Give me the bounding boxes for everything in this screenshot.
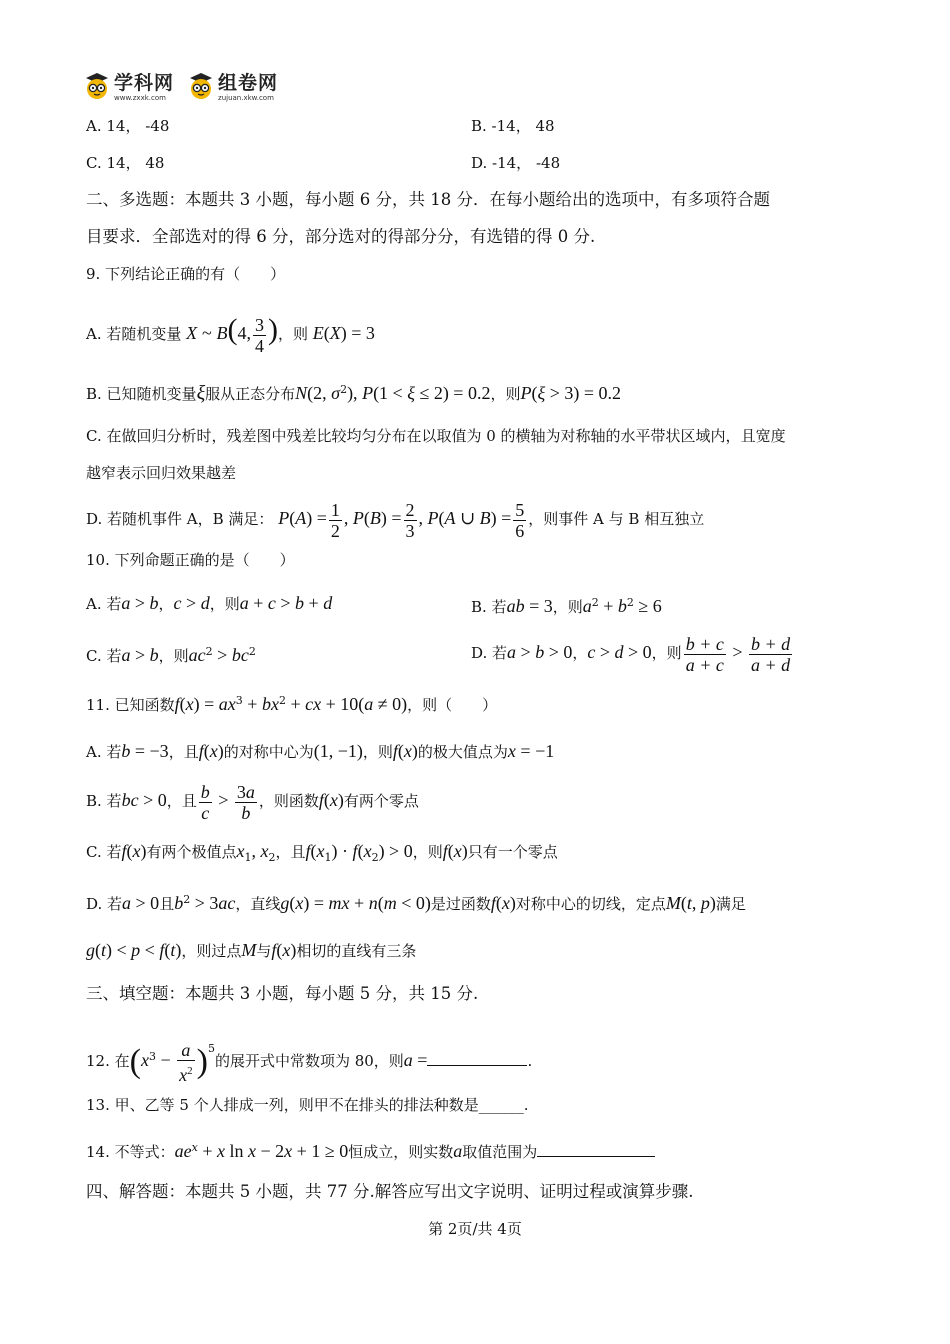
q11-b-prefix: B. 若 <box>86 792 122 810</box>
q11-d-text: ，则过点 <box>181 942 242 960</box>
q11-d-prefix: D. 若 <box>86 895 123 913</box>
logo-name-xuekewang: 学科网 <box>114 72 175 94</box>
q10-a-mid2: ，则 <box>209 595 240 613</box>
q11-a-prefix: A. 若 <box>86 743 122 761</box>
q11-d-text: 是过函数 <box>430 895 491 913</box>
q11-a-text: ，且 <box>168 743 199 761</box>
fraction: $\frac{b}{c}$ <box>200 781 210 823</box>
logo-url-zujuanwang: zujuan.xkw.com <box>218 94 274 102</box>
q11-stem: 11. 已知函数$f(x) = ax^3 + bx^2$ + cx + 10(a ≠ 0)，则（ ） <box>86 694 498 714</box>
q11-b-text: 有两个零点 <box>343 792 419 810</box>
q12-prefix: 12. 在 <box>86 1052 130 1070</box>
q14-prefix: 14. 不等式： <box>86 1143 175 1161</box>
fraction: $\frac{3}{4}$ <box>254 314 264 356</box>
q10-option-b: B. 若ab = 3，则$a^2 + b^2 \ge 6$ <box>471 596 662 616</box>
q9-option-c-line1: C. 在做回归分析时，残差图中残差比较均匀分布在以取值为 0 的横轴为对称轴的水平带状区域内，且宽度 <box>86 427 786 445</box>
q9-option-a: A. 若随机变量 X ~ B(4, $\frac{3}{4}$ )，则 E(X) = 3 <box>86 313 375 356</box>
logo-zujuanwang <box>188 72 278 103</box>
page-footer: 第 2页/共 4页 <box>428 1220 522 1238</box>
q11-c-text: 只有一个零点 <box>467 843 558 861</box>
fraction: $\frac{2}{3}$ <box>405 499 415 541</box>
q14: 14. 不等式：$ae^x + x$ ln x − 2x + 1 ≥ 0恒成立，则实数a取值范围为 <box>86 1136 655 1164</box>
owl-mascot-icon <box>84 72 110 100</box>
q11-a-text: 的极大值点为 <box>417 743 508 761</box>
q10-d-prefix: D. 若 <box>471 644 508 662</box>
q11-option-b: B. 若bc > 0，且 $\frac{b}{c}$ > $\frac{3a}{b}$ ，则函数f(x)有两个零点 <box>86 781 419 823</box>
q9-d-prefix: D. 若随机事件 A，B 满足： <box>86 510 274 528</box>
fraction: $\frac{5}{6}$ <box>515 499 525 541</box>
owl-mascot-icon <box>188 72 214 100</box>
q11-option-d-line1: D. 若a > 0且$b^2 > 3ac$，直线g(x) = mx + n(m < 0)是过函数f(x)对称中心的切线，定点M(t, p)满足 <box>86 893 746 913</box>
q11-c-text: ，则 <box>412 843 443 861</box>
section-2-heading-line2: 目要求．全部选对的得 6 分，部分选对的得部分分，有选错的得 0 分. <box>86 227 596 246</box>
q8-option-d: D. -14， -48 <box>471 154 561 172</box>
q12-post: . <box>527 1052 533 1070</box>
q11-c-text: ，且 <box>275 843 306 861</box>
q10-a-mid: ， <box>158 595 174 613</box>
q9-option-b: B. 已知随机变量ξ服从正态分布N(2, $\sigma^2$), P(1 < ξ ≤ 2) = 0.2，则P(ξ > 3) = 0.2 <box>86 382 621 404</box>
q9-a-prefix: A. 若随机变量 <box>86 325 182 343</box>
q10-a-prefix: A. 若 <box>86 595 122 613</box>
q14-post: 取值范围为 <box>462 1143 538 1161</box>
q10-b-mid: ，则 <box>552 598 583 616</box>
q11-c-prefix: C. 若 <box>86 843 122 861</box>
q11-d-text: 对称中心的切线，定点 <box>515 895 666 913</box>
q11-option-a: A. 若b = −3，且f(x)的对称中心为(1, −1)，则f(x)的极大值点为x = −1 <box>86 741 555 761</box>
section-3-heading: 三、填空题：本题共 3 小题，每小题 5 分，共 15 分. <box>86 984 479 1003</box>
q9-b-mid: 服从正态分布 <box>205 385 296 403</box>
q9-option-c-line2: 越窄表示回归效果越差 <box>86 464 237 482</box>
q10-c-mid: ，则 <box>158 647 189 665</box>
q11-a-text: 的对称中心为 <box>223 743 314 761</box>
q10-b-prefix: B. 若 <box>471 598 507 616</box>
q9-d-post: ，则事件 A 与 B 相互独立 <box>528 510 705 528</box>
q9-option-d: D. 若随机事件 A，B 满足： P(A) = $\frac{1}{2}$ , P(B) = $\frac{2}{3}$ , P(A ∪ B) = $\frac{5}{6}$ ，则事件 A 与 B 相互独立 <box>86 499 705 541</box>
q9-stem: 9. 下列结论正确的有（ ） <box>86 265 286 283</box>
q8-option-a: A. 14， -48 <box>86 117 170 135</box>
q9-b-prefix: B. 已知随机变量 <box>86 385 197 403</box>
logo-name-zujuanwang: 组卷网 <box>218 72 279 94</box>
q10-d-mid2: ，则 <box>651 644 682 662</box>
fraction: $\frac{3a}{b}$ <box>236 781 255 823</box>
fraction: $\frac{b + d}{a + d}$ <box>750 633 791 675</box>
answer-blank <box>537 1140 655 1157</box>
q11-d-text: 与 <box>256 942 272 960</box>
q9-b-mid2: ，则 <box>490 385 521 403</box>
answer-blank <box>427 1049 527 1066</box>
q14-mid: 恒成立，则实数 <box>348 1143 454 1161</box>
q11-d-text: ，直线 <box>235 895 281 913</box>
q11-d-text: 相切的直线有三条 <box>296 942 417 960</box>
q11-stem-prefix: 11. 已知函数 <box>86 696 175 714</box>
q11-c-text: 有两个极值点 <box>146 843 237 861</box>
q12: 12. 在($x^3$ − $\frac{a}{x^2}$ )$^5$的展开式中常数项为 80，则a = . <box>86 1039 533 1085</box>
q10-option-a: A. 若a > b，c > d，则a + c > b + d <box>86 593 333 613</box>
logo-url-xuekewang: www.zxxk.com <box>114 94 166 102</box>
q10-option-d: D. 若a > b > 0，c > d > 0，则 $\frac{b + c}{a + c}$ > $\frac{b + d}{a + d}$ <box>471 633 791 675</box>
q10-option-c: C. 若a > b，则$ac^2 > bc^2$ <box>86 645 256 665</box>
header-logos <box>84 72 278 103</box>
q11-a-text: ，则 <box>362 743 393 761</box>
section-4-heading: 四、解答题：本题共 5 小题，共 77 分.解答应写出文字说明、证明过程或演算步骤. <box>86 1182 694 1201</box>
q8-option-b: B. -14， 48 <box>471 117 555 135</box>
q10-d-mid: ， <box>572 644 588 662</box>
q11-option-c: C. 若f(x)有两个极值点$x_1$, $x_2$，且$f(x_1) \cdot f(x_2) > 0$，则f(x)只有一个零点 <box>86 841 558 864</box>
q8-option-c: C. 14， 48 <box>86 154 165 172</box>
q13: 13. 甲、乙等 5 个人排成一列，则甲不在排头的排法种数是______. <box>86 1096 529 1114</box>
q11-d-text: 满足 <box>715 895 746 913</box>
q12-mid: 的展开式中常数项为 80，则 <box>214 1052 404 1070</box>
q11-d-text: 且 <box>159 895 175 913</box>
q11-stem-suffix: ，则（ ） <box>407 696 498 714</box>
q10-stem: 10. 下列命题正确的是（ ） <box>86 551 295 569</box>
q9-a-mid: ，则 <box>277 325 308 343</box>
logo-xuekewang <box>84 72 174 103</box>
fraction: $\frac{b + c}{a + c}$ <box>685 633 724 675</box>
fraction: $\frac{a}{x^2}$ <box>179 1039 193 1085</box>
q11-option-d-line2: g(t) < p < f(t)，则过点M与f(x)相切的直线有三条 <box>86 940 417 960</box>
q10-c-prefix: C. 若 <box>86 647 122 665</box>
q11-b-text: ，且 <box>166 792 197 810</box>
section-2-heading-line1: 二、多选题：本题共 3 小题，每小题 6 分，共 18 分．在每小题给出的选项中，有多项符合题 <box>86 190 770 209</box>
fraction: $\frac{1}{2}$ <box>330 499 340 541</box>
q11-b-text: ，则函数 <box>258 792 319 810</box>
